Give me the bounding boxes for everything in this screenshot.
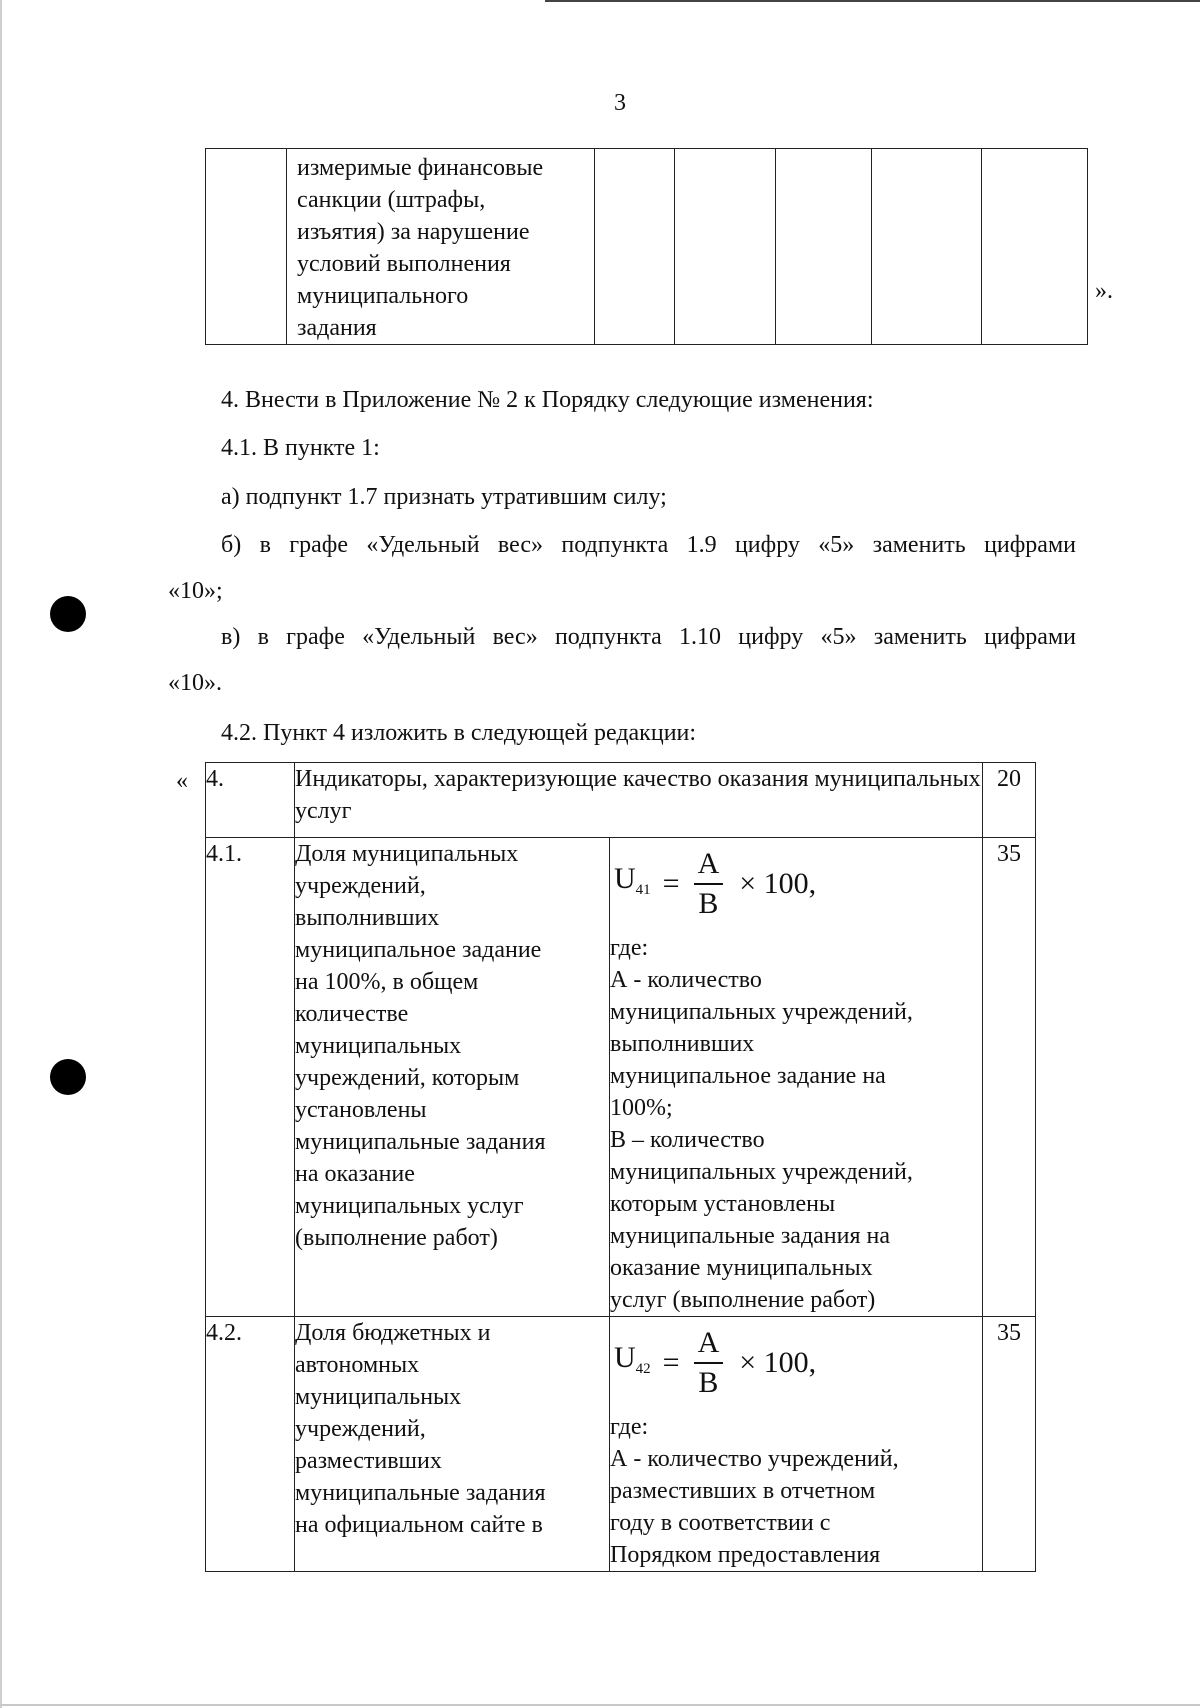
continued-table (205, 148, 1088, 345)
formula-fraction (694, 1326, 724, 1400)
punch-hole-upper (50, 596, 86, 632)
indicator-name: Доля бюджетных и автономных муниципальных учреждений, разместивших муниципальные задания на официальном сайте в (295, 1317, 610, 1572)
row-weight: 35 (983, 1317, 1036, 1572)
page-number: 3 (614, 90, 626, 116)
table-cell-text (287, 149, 595, 345)
scan-bottom-edge (0, 1704, 1200, 1706)
table-cell-empty (982, 149, 1088, 345)
row-weight: 35 (983, 838, 1036, 1317)
item-b-line2: «10»; (168, 578, 223, 604)
item-a: а) подпункт 1.7 признать утратившим силу; (221, 484, 667, 510)
formula-equals: = (662, 1346, 680, 1379)
fraction-numerator: A (694, 1326, 724, 1364)
item-4: 4. Внести в Приложение № 2 к Порядку следующие изменения: (221, 387, 874, 413)
table-cell-empty (675, 149, 776, 345)
formula-multiplier: × 100, (739, 1346, 817, 1379)
row-number: 4.2. (206, 1317, 295, 1572)
formula-equals: = (662, 867, 680, 900)
indicators-table (205, 762, 1036, 1572)
scan-left-edge (0, 0, 2, 1708)
sanctions-text: измеримые финансовые санкции (штрафы, изъятия) за нарушение условий выполнения муниципального задания (297, 155, 544, 341)
formula-variable: $U_{41}$ (614, 861, 651, 898)
opening-quote: « (176, 768, 188, 794)
table-row (206, 1317, 1036, 1572)
punch-hole-lower (50, 1059, 86, 1095)
formula (614, 838, 982, 930)
formula (614, 1317, 982, 1409)
closing-quote: ». (1095, 278, 1113, 304)
table-cell-empty (872, 149, 982, 345)
item-4-1: 4.1. В пункте 1: (221, 435, 380, 461)
indicator-name: Доля муниципальных учреждений, выполнивших муниципальное задание на 100%, в общем количестве муниципальных учреждений, которым установлены муниципальные задания на оказание муниципальных услуг (выполнение работ) (295, 838, 610, 1317)
fraction-denominator: B (698, 887, 719, 920)
formula-multiplier: × 100, (739, 867, 817, 900)
header-number: 4. (206, 763, 295, 838)
item-v-line1: в) в графе «Удельный вес» подпункта 1.10 цифру «5» заменить цифрами (221, 624, 1076, 650)
formula-explanation: где: А - количество муниципальных учреждений, выполнивших муниципальное задание на 100%; В – количество муниципальных учреждений, которым установлены муниципальные задания на оказание муниципальных услуг (выполнение работ) (610, 935, 913, 1313)
header-title: Индикаторы, характеризующие качество оказания муниципальных услуг (295, 763, 983, 838)
scan-top-border (545, 0, 1200, 2)
table-row (206, 763, 1036, 838)
table-cell-empty (595, 149, 675, 345)
table-row (206, 149, 1088, 345)
formula-fraction (694, 847, 724, 921)
formula-explanation: где: А - количество учреждений, разместивших в отчетном году в соответствии с Порядком предоставления (610, 1414, 899, 1568)
item-b-line1: б) в графе «Удельный вес» подпункта 1.9 цифру «5» заменить цифрами (221, 532, 1076, 558)
formula-cell (610, 1317, 983, 1572)
table-cell-number (206, 149, 287, 345)
table-row (206, 838, 1036, 1317)
fraction-denominator: B (698, 1366, 719, 1399)
header-weight: 20 (983, 763, 1036, 838)
formula-cell (610, 838, 983, 1317)
item-4-2: 4.2. Пункт 4 изложить в следующей редакции: (221, 720, 697, 746)
table-cell-empty (776, 149, 872, 345)
row-number: 4.1. (206, 838, 295, 1317)
item-v-line2: «10». (168, 670, 222, 696)
formula-variable: $U_{42}$ (614, 1340, 651, 1377)
fraction-numerator: A (694, 847, 724, 885)
